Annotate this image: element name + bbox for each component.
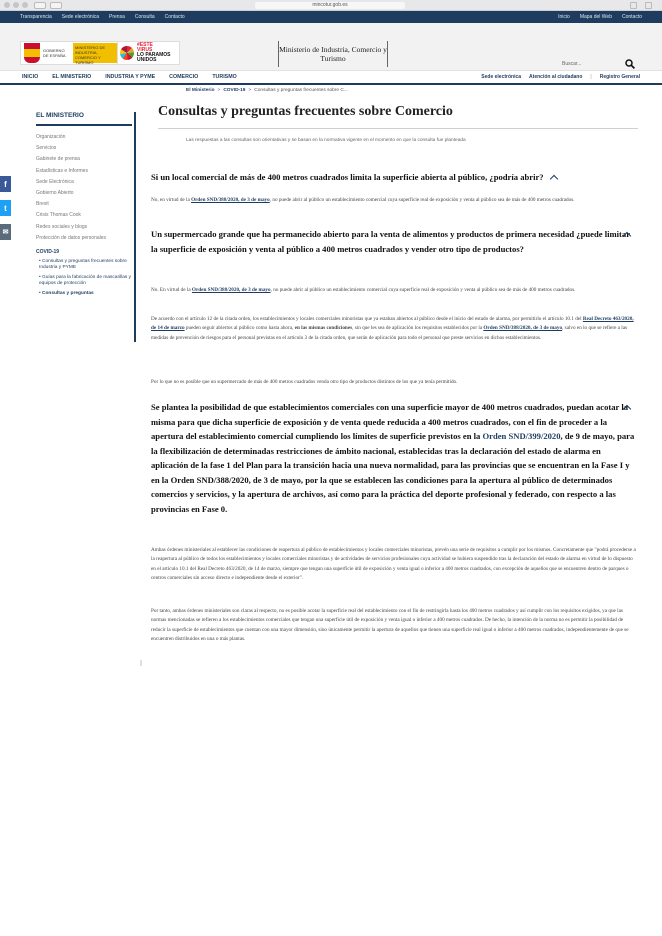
nav-link-atencion[interactable]: Atención al ciudadano [529, 74, 583, 80]
utility-link[interactable]: Sede electrónica [61, 14, 100, 20]
nav-item-turismo[interactable]: TURISMO [212, 74, 237, 80]
coat-of-arms-icon [24, 43, 40, 63]
faq-question[interactable]: Si un local comercial de más de 400 metros cuadrados limita la superficie abierta al público, ¿podría abrir? [151, 170, 636, 185]
faq-question[interactable]: Un supermercado grande que ha permanecido abierto para la venta de alimentos y productos de primera necesidad ¿puede limitar la superficie de exposición y venta al público a 400 metros cuadrados y vender otro tipo de productos? [151, 229, 630, 254]
breadcrumb-item[interactable]: El Ministerio [186, 88, 215, 93]
utility-link[interactable]: Contacto [621, 14, 642, 20]
search-input[interactable]: Buscar... [562, 61, 582, 67]
divider [140, 660, 142, 666]
breadcrumb-item[interactable]: COVID-19 [223, 88, 246, 93]
twitter-icon[interactable]: t [0, 200, 11, 216]
sidebar-item[interactable]: Gobierno Abierto [36, 189, 74, 196]
faq-answer: De acuerdo con el artículo 12 de la citada orden, los establecimientos y locales comerciales minoristas que ya estaban abiertos al público desde el inicio del estado de alarma, por permitirlo el artículo 10.1 del Real Decreto 463/2020, de 14 de marzo pueden seguir abiertos al público como hasta ahora, en las mismas condiciones, sin que les sea de aplicación los requisitos establecidos por la Orden SND/388/2020, de 3 de mayo, salvo en lo que se refiere a las medidas de prevención de riesgos para el personal previstas en el artículo 3 de la citada orden, que serán de aplicación para todo el personal que preste servicios en dichos establecimientos. [151, 316, 634, 341]
search-icon[interactable] [625, 59, 635, 69]
nav-link-sede[interactable]: Sede electrónica [481, 74, 522, 80]
faq-answer: No. En virtud de la Orden SND/388/2020, de 3 de mayo, no puede abrir al público un establecimiento comercial cuya superficie real de exposición y venta al público sea de más de 400 metros cuadrados. [151, 287, 576, 293]
window-controls[interactable] [4, 2, 28, 8]
back-button[interactable] [34, 2, 46, 9]
government-logo[interactable] [20, 41, 118, 65]
faq-answer: Por lo que no es posible que un supermercado de más de 400 metros cuadrados venda otro tipo de productos distintos de los que ya tenía permitido. [151, 379, 458, 385]
share-icon[interactable] [630, 2, 637, 9]
sidebar-item[interactable]: Gabinete de prensa [36, 156, 80, 163]
agenda-2030-icon [120, 46, 134, 60]
utility-link[interactable]: Prensa [109, 14, 125, 20]
faq-answer: Por tanto, ambas órdenes ministeriales son claras al respecto, no es posible acotar la superficie real del establecimiento con el fin de restringirla hasta los 400 metros cuadrados y así cumplir con los requisitos exigidos, ya que las normas mencionadas se refieren a los establecimientos comerciales que tengan una superficie útil de exposición y venta igual o inferior a 400 metros cuadrados. De hecho, la intención de la norma no es permitir la posibilidad de reducir la superficie de establecimientos que cuentan con una mayor dimensión, sino únicamente permitir la apertura de aquellos que tienen una superficie real igual o inferior a 400 metros cuadrados, independientemente de que se encuentren distribuidos en una o más plantas. [151, 608, 629, 642]
utility-link[interactable]: Mapa del Web [579, 14, 612, 20]
close-window-icon[interactable] [4, 2, 10, 8]
tabs-icon[interactable] [645, 2, 652, 9]
order-link[interactable]: Orden SND/388/2020, de 3 de mayo [191, 197, 270, 203]
sidebar-item[interactable]: Sede Electrónica [36, 178, 74, 185]
order-link[interactable]: Orden SND/388/2020, de 3 de mayo [483, 325, 563, 332]
page-title: Consultas y preguntas frecuentes sobre Comercio [158, 104, 638, 129]
sidebar-item[interactable]: Crisis Thomas Cook [36, 212, 81, 219]
sidebar-item[interactable]: Organización [36, 134, 66, 140]
forward-button[interactable] [50, 2, 62, 9]
nav-item-ministerio[interactable]: EL MINISTERIO [52, 70, 91, 84]
campaign-logo[interactable] [118, 41, 180, 65]
intro-text: Las respuestas a las consultas son orientativas y se basan en la normativa vigente en el momento en que la consulta fue planteada [186, 138, 466, 143]
browser-toolbar [0, 0, 662, 11]
nav-item-industria[interactable]: INDUSTRIA Y PYME [105, 74, 156, 80]
nav-link-registro[interactable]: Registro General [599, 74, 640, 80]
breadcrumb: El Ministerio > COVID-19 > Consultas y preguntas frecuentes sobre C... [186, 88, 348, 93]
decree-link[interactable]: Real Decreto 463/2020, de 14 de marzo [151, 316, 634, 332]
sidebar [36, 112, 136, 297]
main-nav [0, 71, 662, 85]
sidebar-subitem-current[interactable]: • Consultas y preguntas [39, 290, 94, 296]
faq-answer: Ambas órdenes ministeriales al establecer las condiciones de reapertura al público de establecimientos y locales comerciales minoristas, prevén una serie de requisitos a cumplir por los mismos. Concretamente que "podrá procederse a la reapertura al público de todos los establecimientos y locales comerciales minoristas y de actividades de servicios profesionales cuya actividad se hubiera suspendido tras la declaración del estado de alarma en virtud de lo dispuesto en el artículo 10.1 del Real Decreto 463/2020, de 14 de marzo, siempre que tengan una superficie útil de exposición y venta igual o inferior a 400 metros cuadrados, con excepción de aquellos que se encuentren dentro de parques o centros comerciales sin acceso directo e independiente desde el exterior". [151, 547, 636, 581]
nav-separator: | [590, 74, 592, 80]
nav-item-comercio[interactable]: COMERCIO [169, 74, 199, 80]
maximize-window-icon[interactable] [22, 2, 28, 8]
site-header [0, 23, 662, 71]
government-label: GOBIERNO DE ESPAÑA [43, 48, 66, 58]
faq-question[interactable]: Se plantea la posibilidad de que establecimientos comerciales con una superficie mayor de 400 metros cuadrados, puedan acotar la misma para que dicha superficie de exposición y de venta quede reducida a 400 metros cuadrados, con el fin de proceder a la apertura del establecimiento comercial cumpliendo los límites de superficie previstos en la Orden SND/399/2020, de 9 de mayo, para la flexibilización de determinadas restricciones de ámbito nacional, establecidas tras la declaración del estado de alarma en aplicación de la fase 1 del Plan para la transición hacia una nueva normalidad, para las provincias que se encuentran en la Fase I y en la Orden SND/388/2020, de 3 de mayo, por la que se establecen las condiciones para la apertura al público de determinados comercios y servicios, y la apertura de archivos, así como para la práctica del deporte profesional y federado, con respecto a las provincias en Fase 0. [151, 402, 635, 514]
sidebar-title: EL MINISTERIO [36, 112, 132, 126]
address-bar[interactable]: mincotur.gob.es [255, 2, 405, 9]
sidebar-item[interactable]: Protección de datos personales [36, 234, 107, 241]
order-link[interactable]: Orden SND/388/2020, de 3 de mayo [191, 287, 271, 293]
utility-bar [0, 11, 662, 23]
ministry-label: MINISTERIO DE INDUSTRIA, COMERCIO Y TURISMO [73, 43, 117, 63]
facebook-icon[interactable]: f [0, 176, 11, 192]
sidebar-item-covid[interactable]: COVID-19 [36, 248, 60, 255]
ministry-title[interactable]: Ministerio de Industria, Comercio y Turismo [278, 41, 388, 67]
sidebar-subitem[interactable]: • Consultas y preguntas frecuentes sobre Industria y PYME [39, 258, 127, 270]
sidebar-item[interactable]: Estadísticas e Informes [36, 167, 88, 174]
nav-item-inicio[interactable]: INICIO [22, 74, 39, 80]
faq-answer: No, en virtud de la Orden SND/388/2020, de 3 de mayo, no puede abrir al público un establecimiento comercial cuya superficie real de exposición y venta al público sea de más de 400 metros cuadrados. [151, 197, 575, 203]
sidebar-item[interactable]: Servicios [36, 145, 57, 152]
sidebar-subitem[interactable]: • Guías para la fabricación de mascarillas y equipos de protección [39, 274, 132, 286]
sidebar-item[interactable]: Brexit [36, 201, 49, 208]
utility-link[interactable]: Transparencia [20, 14, 52, 20]
sidebar-item[interactable]: Redes sociales y blogs [36, 223, 88, 230]
mail-icon[interactable]: ✉ [0, 224, 11, 240]
chevron-up-icon[interactable] [549, 175, 557, 183]
order-link[interactable]: Orden SND/399/2020 [482, 431, 561, 441]
utility-link[interactable]: Contacto [164, 14, 185, 20]
utility-link[interactable]: Consulta [134, 14, 155, 20]
campaign-text: #ESTE VIRUS LO PARAMOS UNIDOS [137, 42, 171, 63]
utility-link[interactable]: Inicio [558, 14, 570, 20]
breadcrumb-current: Consultas y preguntas frecuentes sobre C... [254, 88, 348, 93]
minimize-window-icon[interactable] [13, 2, 19, 8]
